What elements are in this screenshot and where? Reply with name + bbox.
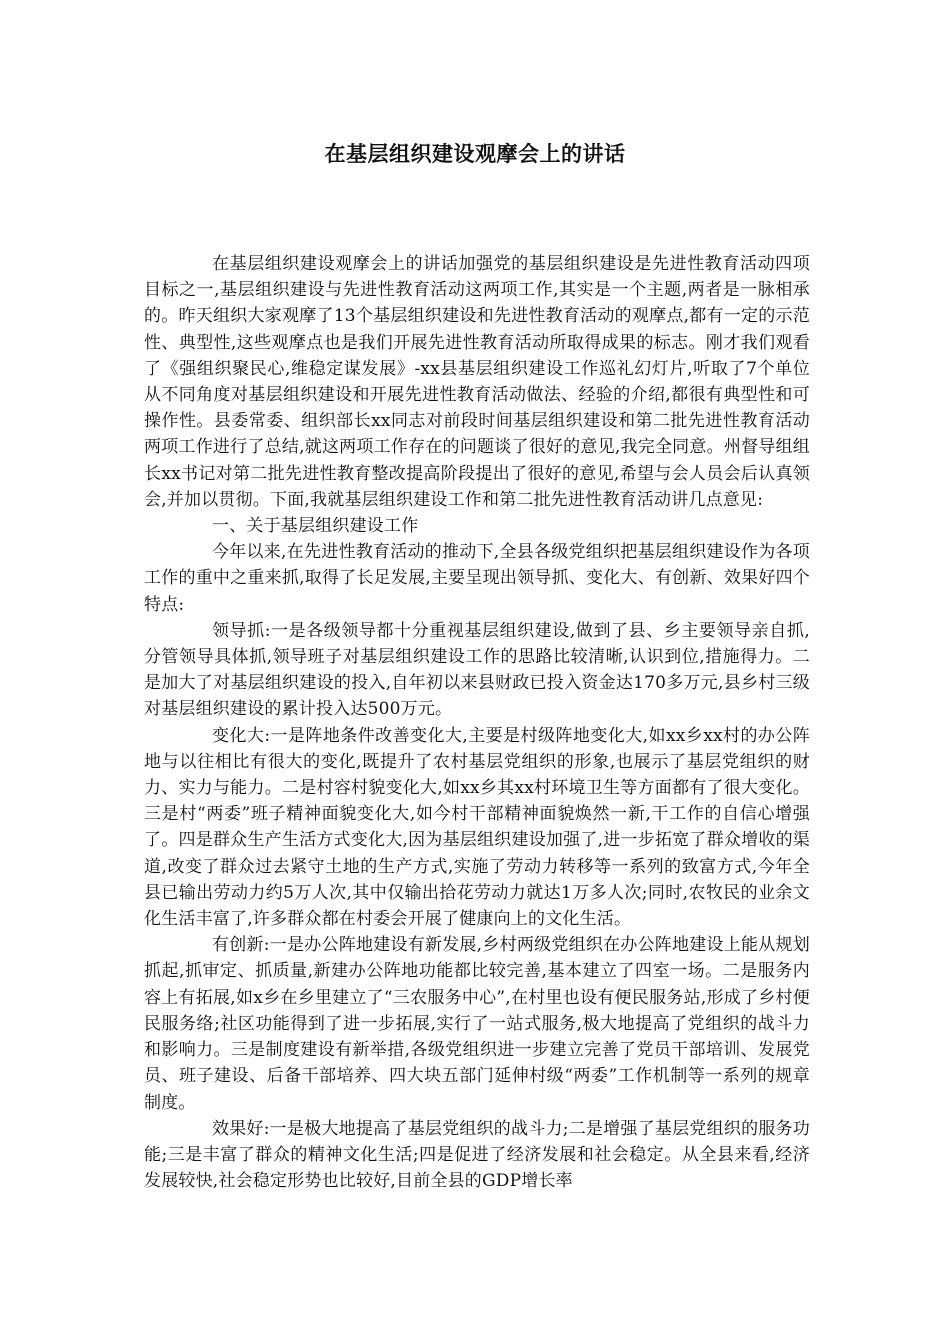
- paragraph-leadership: 领导抓:一是各级领导都十分重视基层组织建设,做到了县、乡主要领导亲自抓,分管领导具体抓,领导班子对基层组织建设工作的思路比较清晰,认识到位,措施得力。二是加大了对基层组织建设的投入,自年初以来县财政已投入资金达170多万元,县乡村三级对基层组织建设的累计投入达500万元。: [144, 620, 810, 720]
- document-title: 在基层组织建设观摩会上的讲话: [324, 142, 626, 166]
- paragraph-overview: 今年以来,在先进性教育活动的推动下,全县各级党组织把基层组织建设作为各项工作的重中之重来抓,取得了长足发展,主要呈现出领导抓、变化大、有创新、效果好四个特点:: [144, 542, 810, 615]
- document-body: [144, 251, 810, 1194]
- paragraph-innovation: 有创新:一是办公阵地建设有新发展,乡村两级党组织在办公阵地建设上能从规划抓起,抓审定、抓质量,新建办公阵地功能都比较完善,基本建立了四室一场。二是服务内容上有拓展,如x乡在乡里建立了“三农服务中心”,在村里也设有便民服务站,形成了乡村便民服务络;社区功能得到了进一步拓展,实行了一站式服务,极大地提高了党组织的战斗力和影响力。三是制度建设有新举措,各级党组织进一步建立完善了党员干部培训、发展党员、班子建设、后备干部培养、四大块五部门延伸村级“两委”工作机制等一系列的规章制度。: [144, 935, 810, 1113]
- paragraph-intro: 在基层组织建设观摩会上的讲话加强党的基层组织建设是先进性教育活动四项目标之一,基层组织建设与先进性教育活动这两项工作,其实是一个主题,两者是一脉相承的。昨天组织大家观摩了13个基层组织建设和先进性教育活动的观摩点,都有一定的示范性、典型性,这些观摩点也是我们开展先进性教育活动所取得成果的标志。刚才我们观看了《强组织聚民心,维稳定谋发展》-xx县基层组织建设工作巡礼幻灯片,听取了7个单位从不同角度对基层组织建设和开展先进性教育活动做法、经验的介绍,都很有典型性和可操作性。县委常委、组织部长xx同志对前段时间基层组织建设和第二批先进性教育活动两项工作进行了总结,就这两项工作存在的问题谈了很好的意见,我完全同意。州督导组组长xx书记对第二批先进性教育整改提高阶段提出了很好的意见,希望与会人员会后认真领会,并加以贯彻。下面,我就基层组织建设工作和第二批先进性教育活动讲几点意见:: [144, 254, 810, 510]
- paragraph-results: 效果好:一是极大地提高了基层党组织的战斗力;二是增强了基层党组织的服务功能;三是丰富了群众的精神文化生活;四是促进了经济发展和社会稳定。从全县来看,经济发展较快,社会稳定形势也比较好,目前全县的GDP增长率: [144, 1118, 810, 1192]
- section-heading-1: 一、关于基层组织建设工作: [212, 516, 419, 537]
- paragraph-changes: 变化大:一是阵地条件改善变化大,主要是村级阵地变化大,如xx乡xx村的办公阵地与以往相比有很大的变化,既提升了农村基层党组织的形象,也展示了基层党组织的财力、实力与能力。二是村容村貌变化大,如xx乡其xx村环境卫生等方面都有了很大变化。三是村“两委”班子精神面貌变化大,如今村干部精神面貌焕然一新,干工作的自信心增强了。四是群众生产生活方式变化大,因为基层组织建设加强了,进一步拓宽了群众增收的渠道,改变了群众过去紧守土地的生产方式,实施了劳动力转移等一系列的致富方式,今年全县已输出劳动力约5万人次,其中仅输出拾花劳动力就达1万多人次;同时,农牧民的业余文化生活丰富了,许多群众都在村委会开展了健康向上的文化生活。: [144, 725, 810, 930]
